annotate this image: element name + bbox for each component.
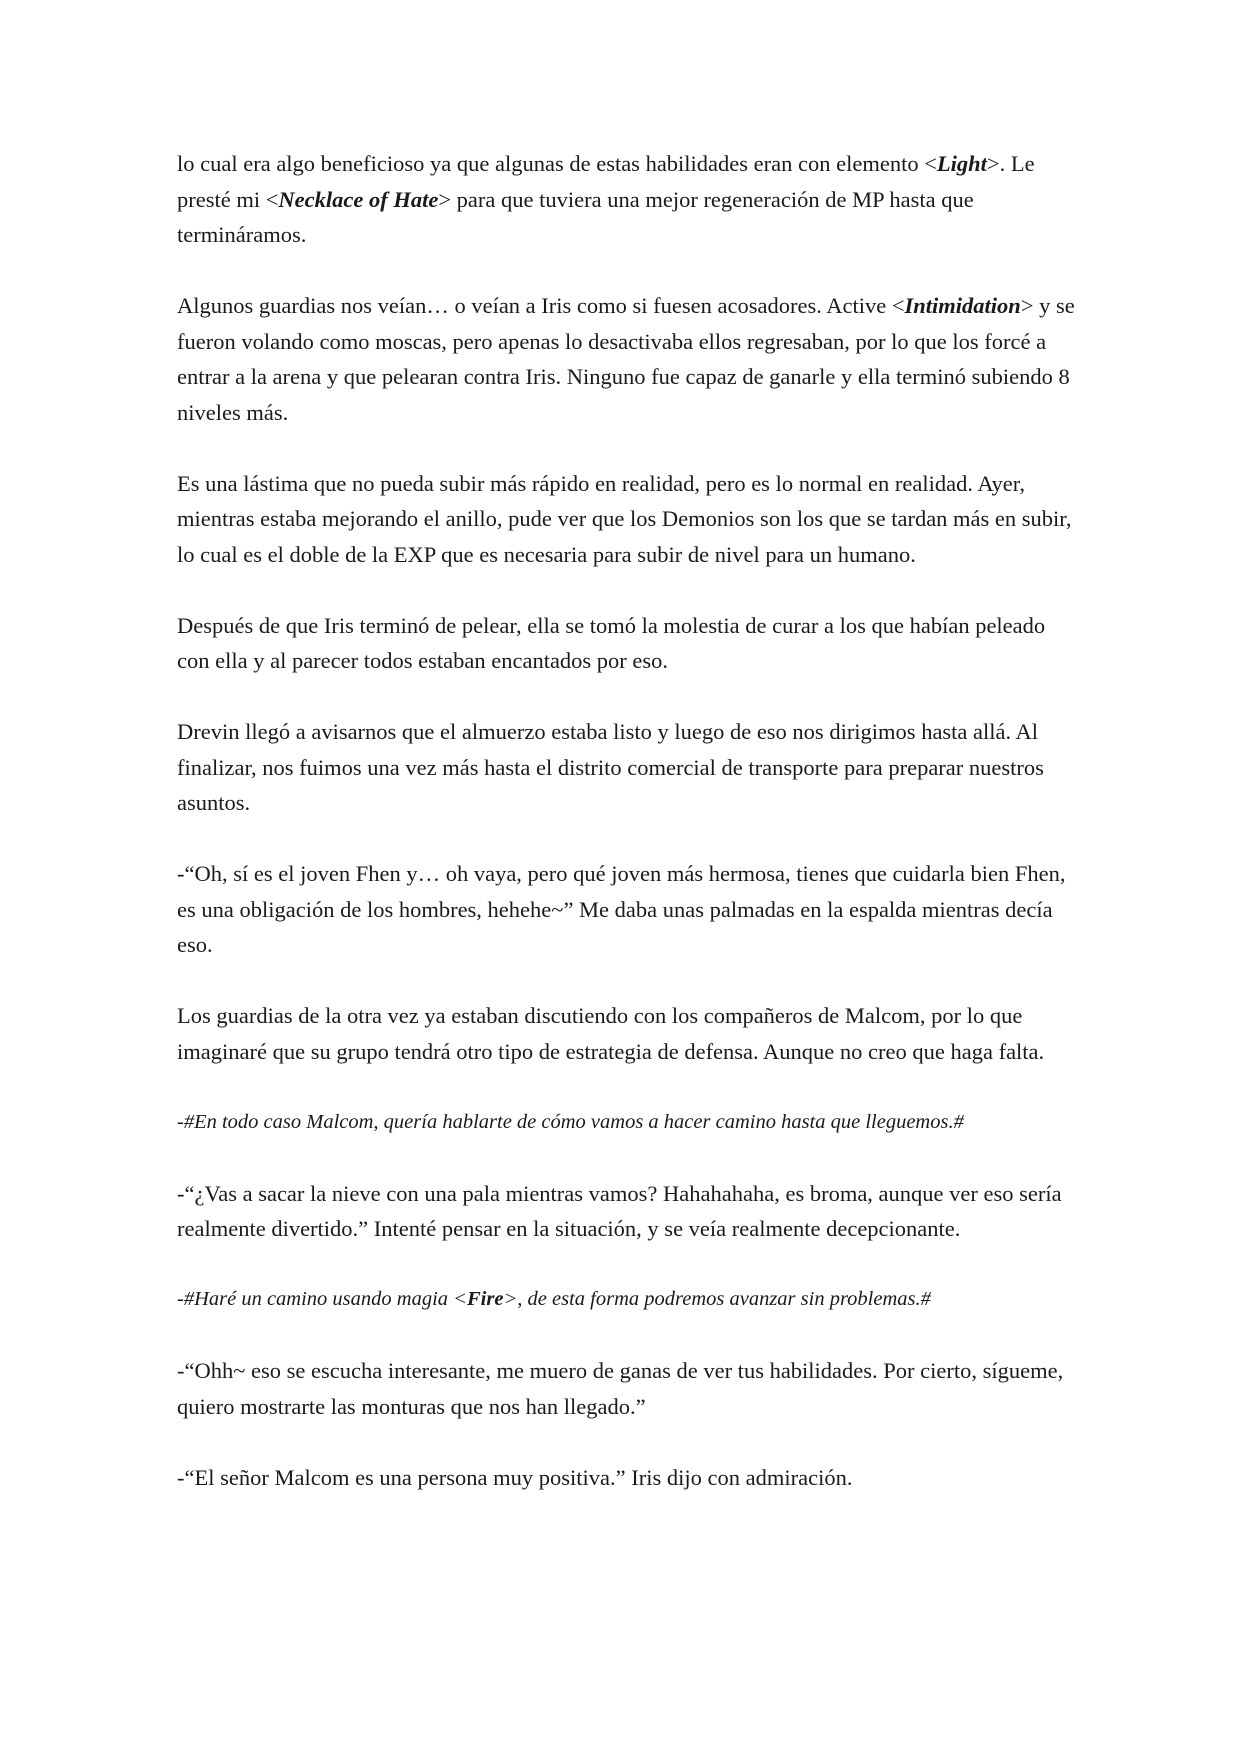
text-segment: -“Ohh~ eso se escucha interesante, me muero de ganas de ver tus habilidades. Por cierto, sígueme, quiero mostrarte las monturas que nos han llegado.” (177, 1358, 1069, 1419)
text-segment: >, de esta forma podremos avanzar sin problemas.# (503, 1288, 931, 1310)
text-segment: Drevin llegó a avisarnos que el almuerzo estaba listo y luego de eso nos dirigimos hasta allá. Al finalizar, nos fuimos una vez más hasta el distrito comercial de transporte para preparar nuestros asuntos. (177, 719, 1050, 815)
text-segment: Es una lástima que no pueda subir más rápido en realidad, pero es lo normal en realidad. Ayer, mientras estaba mejorando el anillo, pude ver que los Demonios son los que se tardan más en subir, lo cual es el doble de la EXP que es necesaria para subir de nivel para un humano. (177, 470, 1078, 567)
body-paragraph (177, 1353, 1077, 1424)
text-segment: -“El señor Malcom es una persona muy positiva.” Iris dijo con admiración. (177, 1464, 853, 1490)
body-paragraph (177, 146, 1077, 253)
text-segment: -#En todo caso Malcom, quería hablarte de cómo vamos a hacer camino hasta que lleguemos.# (177, 1110, 964, 1133)
body-paragraph (177, 1176, 1077, 1247)
emphasized-term: Fire (467, 1288, 504, 1310)
body-paragraph (177, 998, 1077, 1069)
text-segment: Después de que Iris terminó de pelear, ella se tomó la molestia de curar a los que habían peleado con ella y al parecer todos estaban encantados por eso. (177, 612, 1051, 673)
text-segment: >. Le presté mi < (177, 151, 1041, 212)
emphasized-term: Intimidation (904, 293, 1021, 318)
emphasized-term: Necklace of Hate (278, 186, 439, 212)
text-segment: -“Oh, sí es el joven Fhen y… oh vaya, pero qué joven más hermosa, tienes que cuidarla bien Fhen, es una obligación de los hombres, hehehe~” Me daba unas palmadas en la espalda mientras decía eso. (177, 861, 1072, 957)
text-segment: Los guardias de la otra vez ya estaban discutiendo con los compañeros de Malcom, por lo que imaginaré que su grupo tendrá otro tipo de estrategia de defensa. Aunque no creo que haga falta. (177, 1003, 1045, 1064)
body-paragraph (177, 714, 1077, 821)
body-paragraph (177, 856, 1077, 963)
document-page (177, 146, 1081, 1531)
emphasized-term: Light (936, 151, 987, 176)
italic-dialogue-paragraph (177, 1105, 1077, 1141)
text-segment: > y se fueron volando como moscas, pero apenas lo desactivaba ellos regresaban, por lo que los forcé a entrar a la arena y que pelearan contra Iris. Ninguno fue capaz de ganarle y ella terminó subiendo 8 niveles más. (177, 293, 1081, 425)
text-segment: -#Haré un camino usando magia < (177, 1288, 467, 1310)
body-paragraph (177, 466, 1077, 573)
body-paragraph (177, 288, 1081, 430)
text-segment: > para que tuviera una mejor regeneración de MP hasta que termináramos. (177, 186, 980, 247)
text-segment: lo cual era algo beneficioso ya que algunas de estas habilidades eran con elemento < (177, 151, 937, 176)
text-segment: Algunos guardias nos veían… o veían a Iris como si fuesen acosadores. Active < (177, 293, 905, 318)
text-segment: -“¿Vas a sacar la nieve con una pala mientras vamos? Hahahahaha, es broma, aunque ver eso sería realmente divertido.” Intenté pensar en la situación, y se veía realmente decepcionante. (177, 1180, 1068, 1241)
body-paragraph (177, 608, 1077, 679)
italic-dialogue-paragraph (177, 1282, 1077, 1318)
body-paragraph (177, 1460, 1077, 1496)
